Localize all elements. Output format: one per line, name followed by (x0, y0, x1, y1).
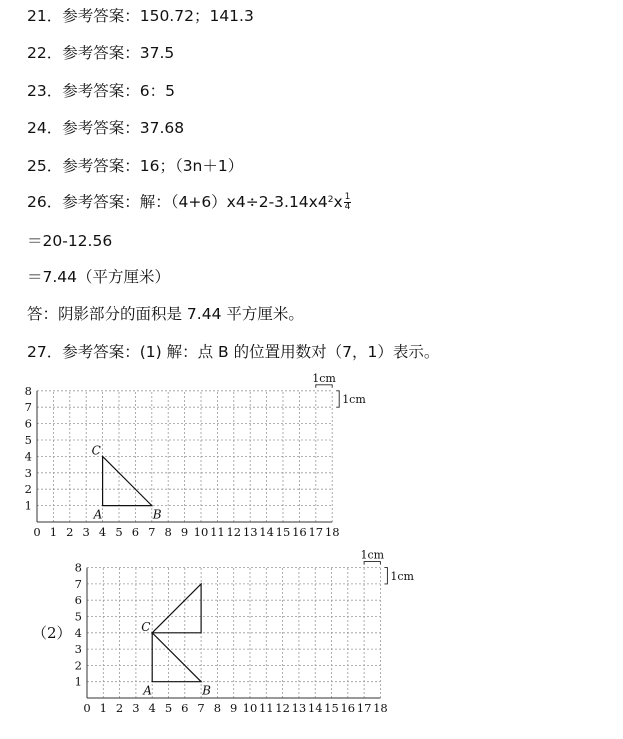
x-tick-label: 8 (213, 701, 222, 715)
x-tick-label: 9 (230, 701, 238, 715)
x-tick-label: 15 (275, 525, 291, 539)
answer-23: 23．参考答案：6：5 (27, 82, 175, 100)
point-label-c: C (141, 619, 151, 634)
y-tick-label: 7 (24, 400, 32, 415)
horizontal-scale-label: 1cm (360, 548, 385, 562)
y-tick-label: 4 (24, 449, 32, 464)
answer-27: 27．参考答案：(1) 解：点 B 的位置用数对（7，1）表示。 (27, 343, 440, 361)
y-tick-label: 8 (74, 560, 82, 575)
answer-24: 24．参考答案：37.68 (27, 119, 185, 137)
x-tick-label: 6 (181, 701, 189, 715)
answer-26-step-3: ＝7.44（平方厘米） (27, 268, 171, 286)
point-label-a: A (93, 507, 103, 522)
x-tick-label: 16 (340, 701, 356, 715)
x-tick-label: 14 (307, 701, 323, 715)
y-tick-label: 1 (24, 498, 32, 513)
x-tick-label: 18 (324, 525, 340, 539)
y-tick-label: 3 (74, 642, 82, 657)
times-sign: x (333, 193, 343, 211)
x-tick-label: 2 (66, 525, 74, 539)
point-label-c: C (91, 443, 101, 458)
x-tick-label: 18 (373, 701, 388, 715)
x-tick-label: 10 (193, 525, 209, 539)
point-label-b: B (152, 507, 162, 522)
x-tick-label: 4 (148, 701, 156, 715)
triangle-abc (152, 633, 201, 682)
horizontal-scale-label: 1cm (312, 371, 336, 385)
y-tick-label: 5 (74, 609, 82, 624)
answer-25: 25．参考答案：16；（3n＋1） (27, 157, 244, 175)
x-tick-label: 3 (82, 525, 90, 539)
x-tick-label: 0 (33, 525, 41, 539)
x-tick-label: 2 (115, 701, 124, 715)
x-tick-label: 6 (131, 525, 140, 539)
answer-26-expression: 26．参考答案：解：（4+6）x4÷2-3.14x4 (27, 193, 328, 211)
x-tick-label: 12 (226, 525, 242, 539)
answer-26-step-2: ＝20-12.56 (27, 232, 113, 250)
answer-22: 22．参考答案：37.5 (27, 44, 175, 62)
part-label: （2） (32, 624, 72, 642)
vertical-scale-label: 1cm (342, 393, 366, 406)
x-tick-label: 1 (99, 701, 107, 715)
point-label-a: A (143, 683, 152, 698)
point-label-b: B (202, 683, 211, 698)
y-tick-label: 6 (74, 593, 82, 608)
vertical-scale-bracket (336, 391, 339, 407)
y-tick-label: 2 (24, 482, 32, 497)
x-tick-label: 5 (115, 525, 123, 539)
x-tick-label: 17 (308, 525, 324, 539)
y-tick-label: 5 (24, 433, 32, 447)
horizontal-scale-bracket (364, 562, 380, 565)
answer-26-conclusion: 答：阴影部分的面积是 7.44 平方厘米。 (27, 305, 304, 323)
vertical-scale-label: 1cm (390, 569, 414, 583)
y-tick-label: 4 (74, 625, 82, 640)
y-tick-label: 1 (74, 674, 82, 689)
x-tick-label: 11 (210, 525, 225, 539)
y-tick-label: 2 (74, 658, 82, 673)
answer-21: 21．参考答案：150.72；141.3 (27, 7, 254, 25)
x-tick-label: 12 (275, 701, 290, 715)
x-tick-label: 8 (164, 525, 172, 539)
x-tick-label: 0 (83, 701, 91, 715)
x-tick-label: 1 (49, 525, 58, 539)
y-tick-label: 7 (74, 576, 82, 591)
x-tick-label: 5 (164, 701, 173, 715)
x-tick-label: 11 (258, 701, 274, 715)
x-tick-label: 9 (180, 525, 189, 539)
x-tick-label: 7 (148, 525, 156, 539)
x-tick-label: 7 (197, 701, 205, 715)
fraction-denominator: 4 (344, 202, 351, 212)
x-tick-label: 15 (324, 701, 339, 715)
vertical-scale-bracket (384, 568, 387, 584)
fraction-numerator: 1 (344, 192, 351, 202)
x-tick-label: 14 (259, 525, 274, 539)
x-tick-label: 16 (292, 525, 307, 539)
x-tick-label: 17 (356, 701, 372, 715)
y-tick-label: 8 (24, 383, 32, 398)
rotated-triangle (152, 584, 201, 633)
y-tick-label: 3 (24, 465, 32, 480)
y-tick-label: 6 (24, 416, 32, 431)
x-tick-label: 4 (98, 525, 107, 539)
x-tick-label: 13 (291, 701, 307, 715)
x-tick-label: 10 (242, 701, 258, 715)
triangle-abc (103, 456, 152, 505)
x-tick-label: 13 (242, 525, 258, 539)
exponent: 2 (327, 195, 334, 205)
x-tick-label: 3 (132, 701, 140, 715)
horizontal-scale-bracket (316, 385, 332, 388)
